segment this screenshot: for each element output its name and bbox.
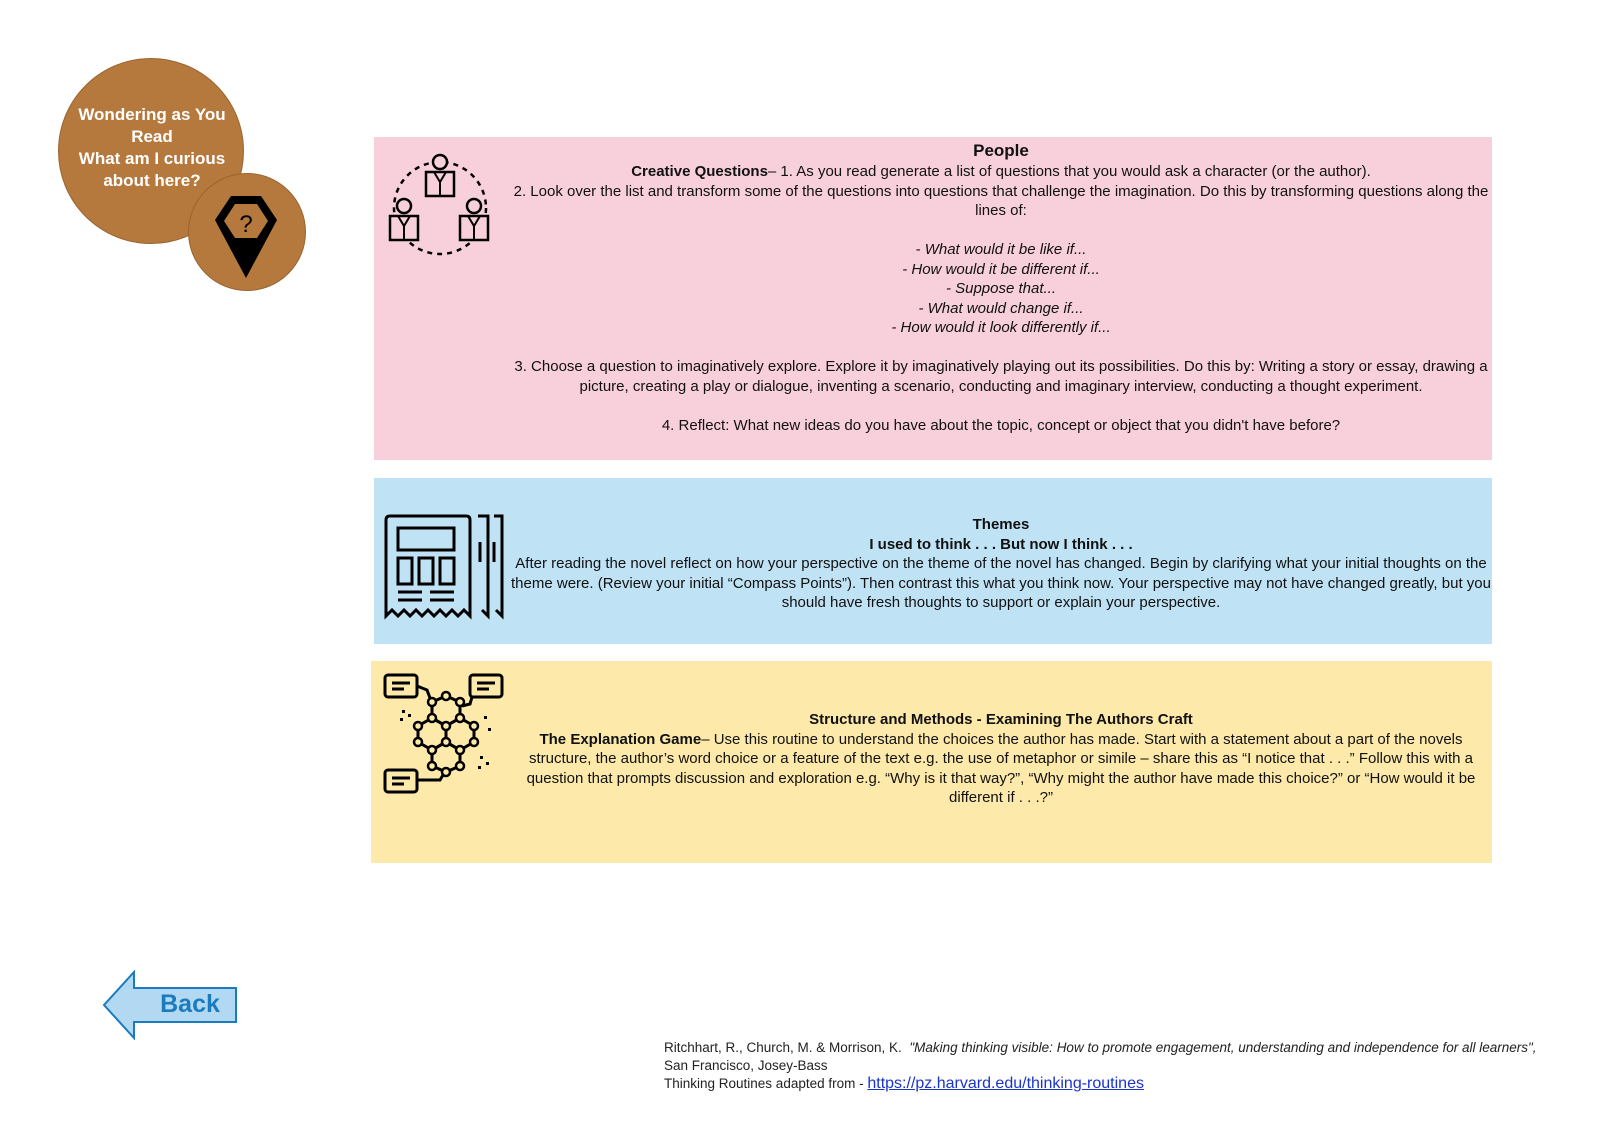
back-button[interactable] <box>102 970 238 1040</box>
structure-text <box>510 710 1492 808</box>
badge-line: about here? <box>103 171 201 190</box>
citation-adapted <box>664 1075 1564 1093</box>
people-routine-name: Creative Questions <box>631 163 768 180</box>
back-label: Back <box>160 990 220 1018</box>
themes-body: After reading the novel reflect on how your perspective on the theme of the novel has changed. Begin by clarifying what your initial thoughts on the theme were. (Review your initial “Compass Points”). Then contrast this what you think now. Your perspective may not have changed greatly, but you should have fresh thoughts to support or explain your perspective. <box>511 555 1491 611</box>
structure-title: Structure and Methods - Examining The Authors Craft <box>809 711 1193 728</box>
citation-adapted-prefix: Thinking Routines adapted from - <box>664 1076 868 1091</box>
structure-body-text: – Use this routine to understand the choices the author has made. Start with a statement about a part of the novels structure, the author’s word choice or a feature of the text e.g. the use of metaphor or simile – share this as “I notice that . . .” Follow this with a question that prompts discussion and exploration e.g. “Why is it that way?”, “Why might the author have made this choice?” or “How would it be different if . . .?” <box>526 730 1476 806</box>
themes-text <box>510 515 1492 613</box>
structure-routine-name: The Explanation Game <box>539 730 702 748</box>
citation-title: "Making thinking visible: How to promote engagement, understanding and independence for all learners", <box>909 1040 1537 1055</box>
people-prompt: - How would it be different if... <box>902 260 1100 278</box>
people-prompt: - What would change if... <box>918 299 1084 317</box>
people-prompt: - How would it look differently if... <box>891 319 1111 336</box>
badge-line: What am I curious <box>78 149 226 168</box>
svg-text:?: ? <box>239 211 253 238</box>
badge-title <box>62 104 242 192</box>
people-step1 <box>510 162 1492 182</box>
thinking-routines-link[interactable]: https://pz.harvard.edu/thinking-routines <box>867 1075 1144 1092</box>
people-step1-text: – 1. As you read generate a list of questions that you would ask a character (or the author). <box>767 163 1371 180</box>
people-text <box>510 140 1492 435</box>
people-network-icon <box>386 152 494 260</box>
citation <box>664 1039 1564 1093</box>
badge-line: Read <box>131 127 173 146</box>
people-prompt: - Suppose that... <box>945 280 1057 297</box>
molecule-chat-icon <box>382 672 506 796</box>
structure-body <box>510 730 1492 808</box>
citation-publisher: San Francisco, Josey-Bass <box>664 1058 828 1073</box>
citation-authors: Ritchhart, R., Church, M. & Morrison, K. <box>664 1040 910 1055</box>
people-step3: 3. Choose a question to imaginatively explore. Explore it by imaginatively playing out its possibilities. Do this by: Writing a story or essay, drawing a picture, creating a play or dialogue, inventing a scenario, conducting and imaginary interview, conducting a thought experiment. <box>514 358 1488 395</box>
people-title: People <box>973 141 1029 160</box>
badge-line: Wondering as You <box>78 105 226 124</box>
themes-routine-name: I used to think . . . But now I think . . . <box>869 535 1133 553</box>
people-step4: 4. Reflect: What new ideas do you have about the topic, concept or object that you didn't have before? <box>661 416 1341 434</box>
citation-reference <box>664 1039 1564 1075</box>
people-step2: 2. Look over the list and transform some of the questions into questions that challenge the imagination. Do this by transforming questions along the lines of: <box>513 182 1489 219</box>
question-pin-icon <box>213 194 279 280</box>
receipt-document-icon <box>382 512 506 620</box>
people-prompt: - What would it be like if... <box>915 241 1087 258</box>
themes-title: Themes <box>972 516 1030 533</box>
